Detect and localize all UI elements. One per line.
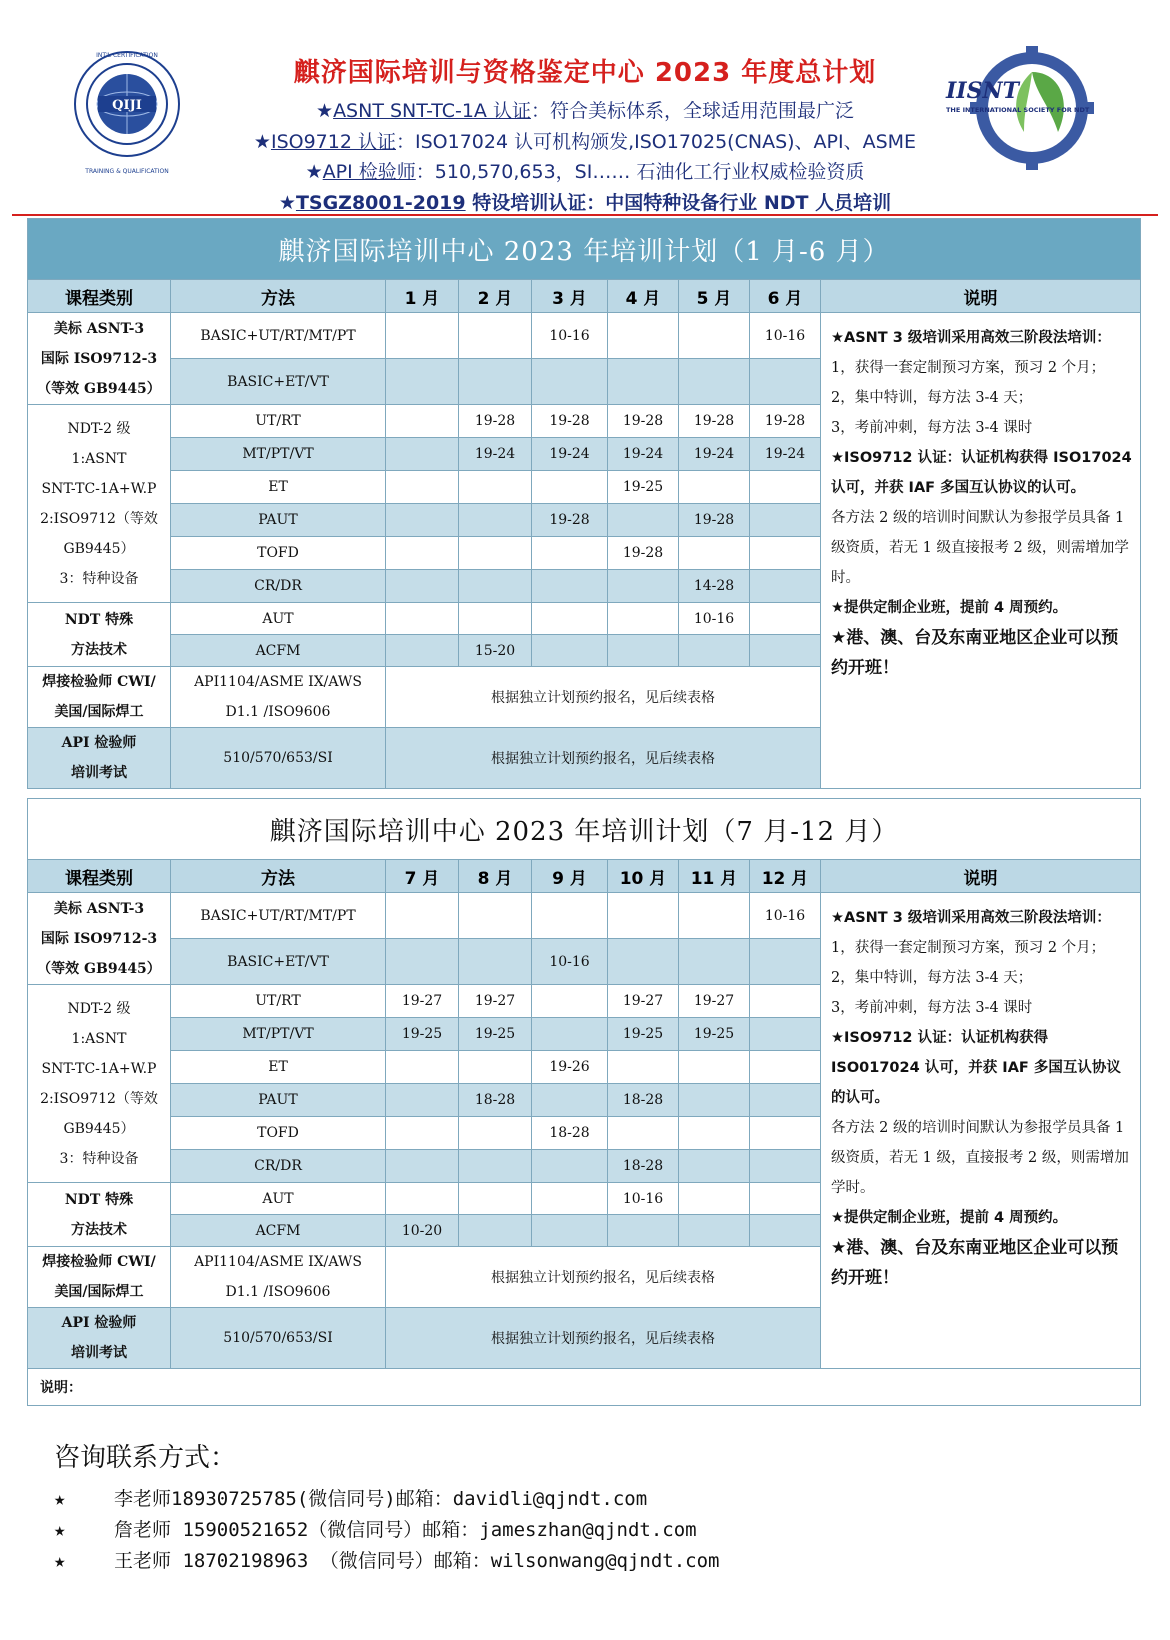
schedule-table-h2	[27, 798, 1141, 1406]
category-line: 培训考试	[71, 1345, 127, 1361]
schedule-cell: 19-27	[459, 985, 532, 1018]
method-cell: CR/DR	[171, 570, 386, 603]
schedule-cell: 19-24	[532, 438, 608, 471]
schedule-cell: 19-26	[532, 1051, 608, 1084]
contact-text: 詹老师 15900521652（微信同号）邮箱：jameszhan@qjndt.com	[114, 1519, 697, 1541]
schedule-cell	[750, 603, 821, 635]
category-ndt	[28, 985, 171, 1183]
schedule-cell	[386, 1150, 459, 1183]
schedule-cell	[750, 570, 821, 603]
category-special	[28, 603, 171, 667]
category-line: GB9445）	[63, 1120, 135, 1137]
category-line: NDT-2 级	[67, 420, 131, 437]
note-line: 2，集中特训，每方法 3-4 天；	[831, 970, 1033, 986]
schedule-cell	[679, 1117, 750, 1150]
method-line: API1104/ASME IX/AWS	[194, 1254, 362, 1270]
svg-text:QIJI: QIJI	[112, 98, 142, 113]
schedule-cell	[750, 1117, 821, 1150]
schedule-cell	[679, 537, 750, 570]
col-header-month: 6 月	[750, 280, 821, 313]
schedule-cell	[679, 1215, 750, 1247]
schedule-cell	[386, 471, 459, 504]
note-line: 3，考前冲刺，每方法 3-4 课时	[831, 420, 1033, 436]
col-header-month: 2 月	[459, 280, 532, 313]
schedule-cell	[386, 603, 459, 635]
category-line: （等效 GB9445）	[37, 960, 161, 977]
cert-line-tsg: ★TSGZ8001-2019 特设培训认证：中国特种设备行业 NDT 人员培训	[278, 192, 892, 214]
col-header-month: 3 月	[532, 280, 608, 313]
method-cell: MT/PT/VT	[171, 438, 386, 471]
schedule-cell	[750, 1084, 821, 1117]
category-line: 美国/国际焊工	[54, 704, 144, 720]
schedule-cell	[386, 1084, 459, 1117]
schedule-cell: 14-28	[679, 570, 750, 603]
schedule-cell	[459, 1215, 532, 1247]
category-line: （等效 GB9445）	[37, 380, 161, 397]
category-asnt	[28, 893, 171, 985]
category-line: 方法技术	[71, 641, 127, 658]
schedule-cell: 19-28	[459, 405, 532, 438]
category-line: SNT-TC-1A+W.P	[41, 480, 157, 497]
note-line: 2，集中特训，每方法 3-4 天；	[831, 390, 1033, 406]
category-ndt	[28, 405, 171, 603]
notes-panel	[821, 893, 1141, 1369]
schedule-cell: 10-16	[532, 313, 608, 359]
note-line: ★港、澳、台及东南亚地区企业可以预约开班！	[831, 628, 1119, 678]
category-line: API 检验师	[61, 1315, 137, 1331]
category-line: 方法技术	[71, 1221, 127, 1238]
schedule-cell	[386, 939, 459, 985]
schedule-cell	[532, 359, 608, 405]
category-line: API 检验师	[61, 735, 137, 751]
category-cwi	[28, 667, 171, 728]
schedule-cell	[679, 313, 750, 359]
schedule-cell: 19-28	[532, 504, 608, 537]
schedule-cell	[608, 635, 679, 667]
schedule-cell	[608, 1215, 679, 1247]
category-api	[28, 1308, 171, 1369]
schedule-cell	[750, 471, 821, 504]
category-line: 3：特种设备	[59, 1150, 139, 1167]
note-line: ★提供定制企业班，提前 4 周预约。	[831, 1210, 1068, 1226]
method-cell: PAUT	[171, 504, 386, 537]
category-line: 2:ISO9712（等效	[40, 1090, 158, 1107]
schedule-cell: 19-28	[679, 405, 750, 438]
schedule-cell: 10-16	[750, 313, 821, 359]
table-row	[28, 313, 1141, 359]
schedule-cell	[750, 1215, 821, 1247]
star-icon: ★	[54, 1550, 66, 1572]
schedule-cell	[750, 1183, 821, 1215]
h2-body	[28, 893, 1141, 1369]
method-cell: UT/RT	[171, 405, 386, 438]
schedule-cell	[459, 1150, 532, 1183]
schedule-cell: 15-20	[459, 635, 532, 667]
schedule-cell: 19-25	[608, 1018, 679, 1051]
note-line: ★ASNT 3 级培训采用高效三阶段法培训：	[831, 910, 1111, 926]
footnote-label: 说明：	[28, 1369, 1141, 1406]
schedule-cell	[532, 893, 608, 939]
schedule-cell	[386, 1183, 459, 1215]
schedule-cell: 19-27	[386, 985, 459, 1018]
qiji-logo	[68, 48, 186, 178]
note-line: ★ISO9712 认证：认证机构获得 ISO017024 认可，并获 IAF 多国互认协议的认可。	[831, 1030, 1121, 1106]
page-header	[0, 0, 1170, 215]
category-line: 1:ASNT	[71, 450, 127, 467]
method-line: D1.1 /ISO9606	[225, 704, 331, 720]
schedule-table-h1	[27, 218, 1141, 789]
schedule-cell: 19-25	[459, 1018, 532, 1051]
schedule-cell: 19-28	[679, 504, 750, 537]
col-header-month: 5 月	[679, 280, 750, 313]
schedule-cell	[679, 471, 750, 504]
category-line: GB9445）	[63, 540, 135, 557]
svg-text:TRAINING & QUALIFICATION: TRAINING & QUALIFICATION	[85, 168, 169, 175]
col-header-month: 4 月	[608, 280, 679, 313]
schedule-cell	[386, 438, 459, 471]
note-line: ★提供定制企业班，提前 4 周预约。	[831, 600, 1068, 616]
schedule-cell	[459, 471, 532, 504]
schedule-cell	[532, 603, 608, 635]
schedule-cell	[459, 1051, 532, 1084]
schedule-cell	[532, 1183, 608, 1215]
col-header-method: 方法	[171, 280, 386, 313]
schedule-cell	[386, 537, 459, 570]
category-line: 1:ASNT	[71, 1030, 127, 1047]
method-cell: 510/570/653/SI	[171, 728, 386, 789]
schedule-cell	[750, 1051, 821, 1084]
schedule-cell: 19-27	[608, 985, 679, 1018]
col-header-month: 1 月	[386, 280, 459, 313]
span-note: 根据独立计划预约报名，见后续表格	[386, 1247, 821, 1308]
schedule-cell: 19-28	[532, 405, 608, 438]
contact-item	[54, 1484, 647, 1511]
category-api	[28, 728, 171, 789]
schedule-cell: 10-16	[750, 893, 821, 939]
schedule-cell	[386, 893, 459, 939]
schedule-cell	[679, 1084, 750, 1117]
span-note: 根据独立计划预约报名，见后续表格	[386, 728, 821, 789]
schedule-cell: 19-24	[459, 438, 532, 471]
note-line: 1，获得一套定制预习方案，预习 2 个月；	[831, 940, 1106, 956]
svg-text:IISNT: IISNT	[946, 78, 1019, 104]
schedule-cell	[386, 359, 459, 405]
schedule-cell	[532, 1018, 608, 1051]
schedule-cell: 19-28	[750, 405, 821, 438]
schedule-cell	[459, 603, 532, 635]
col-header-month: 9 月	[532, 860, 608, 893]
schedule-cell	[750, 504, 821, 537]
schedule-cell	[459, 537, 532, 570]
note-line: 各方法 2 级的培训时间默认为参报学员具备 1 级资质，若无 1 级，直接报考 2 级，则需增加学时。	[831, 1120, 1129, 1196]
contact-title: 咨询联系方式：	[54, 1443, 237, 1473]
note-line: 各方法 2 级的培训时间默认为参报学员具备 1 级资质，若无 1 级直接报考 2 级，则需增加学时。	[831, 510, 1129, 586]
schedule-cell	[386, 570, 459, 603]
col-header-category: 课程类别	[28, 280, 171, 313]
schedule-cell	[459, 1117, 532, 1150]
method-cell: PAUT	[171, 1084, 386, 1117]
schedule-cell: 18-28	[459, 1084, 532, 1117]
schedule-cell	[679, 359, 750, 405]
schedule-cell: 19-25	[679, 1018, 750, 1051]
schedule-cell: 10-20	[386, 1215, 459, 1247]
contact-item	[54, 1546, 720, 1573]
schedule-cell	[532, 1150, 608, 1183]
contact-item	[54, 1515, 697, 1542]
note-line: 3，考前冲刺，每方法 3-4 课时	[831, 1000, 1033, 1016]
schedule-cell: 18-28	[608, 1150, 679, 1183]
schedule-cell: 19-24	[608, 438, 679, 471]
col-header-method: 方法	[171, 860, 386, 893]
method-cell: UT/RT	[171, 985, 386, 1018]
contact-text: 李老师18930725785(微信同号)邮箱：davidli@qjndt.com	[114, 1488, 648, 1510]
main-title: 麒济国际培训与资格鉴定中心 2023 年度总计划	[293, 58, 877, 88]
method-cell: CR/DR	[171, 1150, 386, 1183]
svg-text:THE INTERNATIONAL SOCIETY FOR: THE INTERNATIONAL SOCIETY FOR NDT	[946, 106, 1090, 114]
category-line: 2:ISO9712（等效	[40, 510, 158, 527]
schedule-cell	[532, 570, 608, 603]
span-note: 根据独立计划预约报名，见后续表格	[386, 1308, 821, 1369]
schedule-cell	[532, 635, 608, 667]
schedule-cell	[608, 570, 679, 603]
schedule-cell	[532, 1215, 608, 1247]
schedule-cell	[608, 893, 679, 939]
method-cell: ET	[171, 471, 386, 504]
schedule-cell	[608, 359, 679, 405]
col-header-month: 11 月	[679, 860, 750, 893]
schedule-cell	[386, 1117, 459, 1150]
col-header-month: 7 月	[386, 860, 459, 893]
schedule-cell: 18-28	[532, 1117, 608, 1150]
schedule-cell: 19-24	[750, 438, 821, 471]
schedule-cell	[679, 1051, 750, 1084]
method-cell: ET	[171, 1051, 386, 1084]
category-line: 焊接检验师 CWI/	[42, 674, 156, 690]
method-cell: BASIC+ET/VT	[171, 359, 386, 405]
schedule-cell: 19-27	[679, 985, 750, 1018]
category-line: 培训考试	[71, 765, 127, 781]
schedule-cell: 10-16	[532, 939, 608, 985]
note-line: 1，获得一套定制预习方案，预习 2 个月；	[831, 360, 1106, 376]
schedule-cell	[679, 635, 750, 667]
schedule-cell	[679, 1150, 750, 1183]
method-cell: TOFD	[171, 1117, 386, 1150]
category-special	[28, 1183, 171, 1247]
schedule-cell	[750, 359, 821, 405]
category-line: 焊接检验师 CWI/	[42, 1254, 156, 1270]
table-row	[28, 893, 1141, 939]
schedule-cell	[608, 504, 679, 537]
schedule-cell	[459, 1183, 532, 1215]
svg-text:INT'L CERTIFICATION: INT'L CERTIFICATION	[96, 52, 158, 59]
category-line: 国际 ISO9712-3	[40, 350, 158, 367]
col-header-note: 说明	[821, 280, 1141, 313]
method-cell: BASIC+ET/VT	[171, 939, 386, 985]
schedule-cell	[608, 313, 679, 359]
col-header-category: 课程类别	[28, 860, 171, 893]
method-cell: AUT	[171, 1183, 386, 1215]
schedule-cell	[608, 1117, 679, 1150]
note-line: ★港、澳、台及东南亚地区企业可以预约开班！	[831, 1238, 1119, 1288]
schedule-cell: 10-16	[679, 603, 750, 635]
method-cell	[171, 1247, 386, 1308]
method-line: D1.1 /ISO9606	[225, 1284, 331, 1300]
notes-panel	[821, 313, 1141, 789]
schedule-cell	[532, 537, 608, 570]
col-header-note: 说明	[821, 860, 1141, 893]
method-cell: AUT	[171, 603, 386, 635]
category-line: 国际 ISO9712-3	[40, 930, 158, 947]
schedule-cell: 19-24	[679, 438, 750, 471]
method-cell: BASIC+UT/RT/MT/PT	[171, 313, 386, 359]
schedule-cell	[459, 359, 532, 405]
header-divider	[12, 214, 1158, 216]
method-cell: ACFM	[171, 635, 386, 667]
schedule-cell	[532, 985, 608, 1018]
schedule-cell	[459, 313, 532, 359]
schedule-cell	[679, 939, 750, 985]
schedule-cell	[608, 1051, 679, 1084]
schedule-cell	[459, 939, 532, 985]
category-cwi	[28, 1247, 171, 1308]
schedule-cell	[608, 939, 679, 985]
cert-line-api: ★API 检验师：510,570,653，SI…… 石油化工行业权威检验资质	[305, 161, 865, 183]
method-line: API1104/ASME IX/AWS	[194, 674, 362, 690]
schedule-cell	[679, 1183, 750, 1215]
col-header-month: 10 月	[608, 860, 679, 893]
table-banner: 麒济国际培训中心 2023 年培训计划（7 月-12 月）	[28, 799, 1141, 860]
category-line: 3：特种设备	[59, 570, 139, 587]
schedule-cell	[532, 471, 608, 504]
star-icon: ★	[54, 1519, 66, 1541]
schedule-cell: 19-25	[386, 1018, 459, 1051]
category-line: 美标 ASNT-3	[53, 900, 145, 917]
iisnt-logo	[940, 46, 1120, 170]
category-line: 美国/国际焊工	[54, 1284, 144, 1300]
schedule-cell	[459, 893, 532, 939]
method-cell: MT/PT/VT	[171, 1018, 386, 1051]
schedule-cell: 19-25	[608, 471, 679, 504]
cert-line-asnt: ★ASNT SNT-TC-1A 认证：符合美标体系，全球适用范围最广泛	[316, 100, 854, 122]
col-header-month: 12 月	[750, 860, 821, 893]
schedule-cell: 19-28	[608, 405, 679, 438]
schedule-cell	[750, 939, 821, 985]
schedule-cell	[750, 537, 821, 570]
h1-body	[28, 313, 1141, 789]
schedule-cell	[750, 1150, 821, 1183]
cert-line-iso: ★ISO9712 认证：ISO17024 认可机构颁发,ISO17025(CNAS)、API、ASME	[253, 131, 917, 153]
schedule-cell	[386, 1051, 459, 1084]
method-cell: ACFM	[171, 1215, 386, 1247]
schedule-cell: 19-28	[608, 537, 679, 570]
category-line: NDT 特殊	[64, 611, 134, 628]
category-line: 美标 ASNT-3	[53, 320, 145, 337]
schedule-cell: 10-16	[608, 1183, 679, 1215]
method-cell: 510/570/653/SI	[171, 1308, 386, 1369]
col-header-month: 8 月	[459, 860, 532, 893]
category-line: NDT-2 级	[67, 1000, 131, 1017]
category-asnt	[28, 313, 171, 405]
method-cell	[171, 667, 386, 728]
note-line: ★ISO9712 认证：认证机构获得 ISO17024 认可，并获 IAF 多国互认协议的认可。	[831, 450, 1132, 496]
schedule-cell	[750, 635, 821, 667]
method-cell: BASIC+UT/RT/MT/PT	[171, 893, 386, 939]
category-line: NDT 特殊	[64, 1191, 134, 1208]
span-note: 根据独立计划预约报名，见后续表格	[386, 667, 821, 728]
schedule-cell	[608, 603, 679, 635]
schedule-cell	[386, 313, 459, 359]
note-line: ★ASNT 3 级培训采用高效三阶段法培训：	[831, 330, 1111, 346]
schedule-cell	[750, 1018, 821, 1051]
star-icon: ★	[54, 1488, 66, 1510]
category-line: SNT-TC-1A+W.P	[41, 1060, 157, 1077]
table-banner: 麒济国际培训中心 2023 年培训计划（1 月-6 月）	[28, 219, 1141, 280]
schedule-cell	[532, 1084, 608, 1117]
schedule-cell	[750, 985, 821, 1018]
method-cell: TOFD	[171, 537, 386, 570]
schedule-cell: 18-28	[608, 1084, 679, 1117]
schedule-cell	[386, 504, 459, 537]
schedule-cell	[679, 893, 750, 939]
schedule-cell	[386, 635, 459, 667]
schedule-cell	[386, 405, 459, 438]
contact-text: 王老师 18702198963 （微信同号）邮箱：wilsonwang@qjndt.com	[114, 1550, 720, 1572]
schedule-cell	[459, 504, 532, 537]
schedule-cell	[459, 570, 532, 603]
